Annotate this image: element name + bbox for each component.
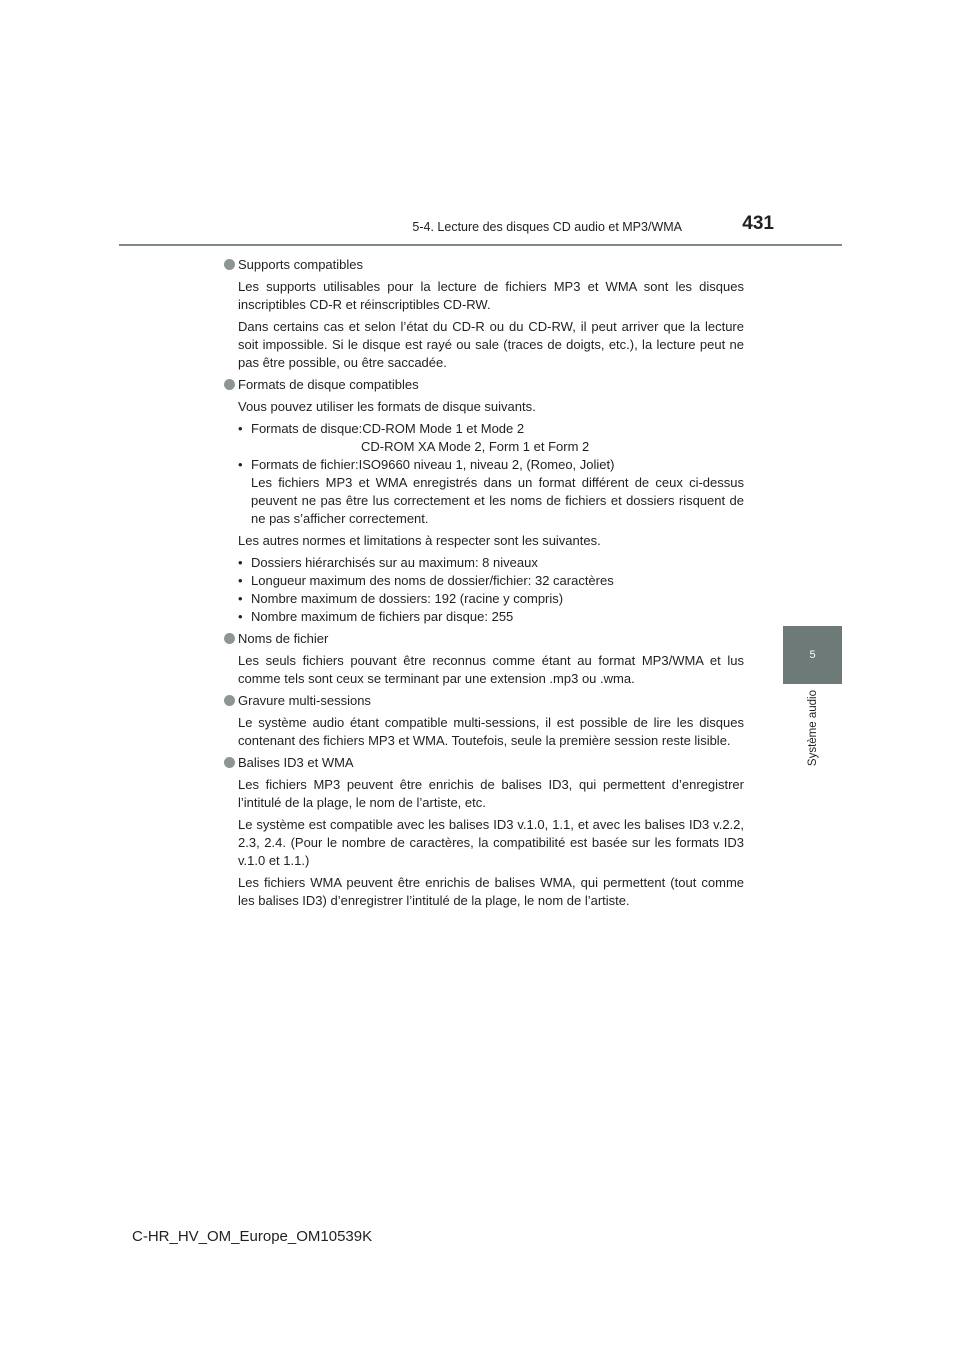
list-item-text: Formats de disque:CD-ROM Mode 1 et Mode 2 — [251, 421, 525, 436]
list-item-text: Formats de fichier:ISO9660 niveau 1, niveau 2, (Romeo, Joliet) — [251, 457, 615, 472]
section-heading-text: Balises ID3 et WMA — [238, 755, 354, 770]
list-item-text: Nombre maximum de fichiers par disque: 255 — [251, 609, 514, 624]
list-bullet: • — [238, 609, 243, 624]
formats-list — [238, 420, 744, 528]
paragraph: Les fichiers MP3 peuvent être enrichis de balises ID3, qui permettent d’enregistrer l’intitulé de la plage, le nom de l’artiste, etc. — [238, 777, 744, 810]
paragraph: Vous pouvez utiliser les formats de disque suivants. — [238, 399, 536, 414]
document-code-footer: C-HR_HV_OM_Europe_OM10539K — [132, 1228, 373, 1245]
section-heading-text: Formats de disque compatibles — [238, 377, 419, 392]
list-bullet: • — [238, 573, 243, 588]
bullet-circle-icon — [224, 259, 235, 270]
limits-list — [238, 554, 744, 626]
paragraph: Dans certains cas et selon l’état du CD-R ou du CD-RW, il peut arriver que la lecture soit impossible. Si le disque est rayé ou sale (traces de doigts, etc.), la lecture peut ne pas être possible, ou être saccadée. — [238, 319, 744, 370]
paragraph: Les supports utilisables pour la lecture de fichiers MP3 et WMA sont les disques inscriptibles CD-R et réinscriptibles CD-RW. — [238, 279, 744, 312]
list-item-text: Dossiers hiérarchisés sur au maximum: 8 niveaux — [251, 555, 538, 570]
header-divider — [119, 244, 842, 246]
list-bullet: • — [238, 591, 243, 606]
list-item — [238, 420, 744, 456]
list-item — [238, 456, 744, 528]
bullet-circle-icon — [224, 695, 235, 706]
list-item-text: Longueur maximum des noms de dossier/fichier: 32 caractères — [251, 573, 614, 588]
list-item — [238, 590, 744, 608]
bullet-circle-icon — [224, 757, 235, 768]
list-item-text: Nombre maximum de dossiers: 192 (racine y compris) — [251, 591, 564, 606]
section-heading-text: Gravure multi-sessions — [238, 693, 371, 708]
bullet-circle-icon — [224, 633, 235, 644]
list-item — [238, 572, 744, 590]
bullet-circle-icon — [224, 379, 235, 390]
section-heading — [222, 376, 744, 394]
list-item-continuation: Les fichiers MP3 et WMA enregistrés dans un format différent de ceux ci-dessus peuvent ne pas être lus correctement et les noms de fichiers et dossiers risquent de ne pas s’afficher correctement. — [251, 475, 744, 526]
running-header-section: 5-4. Lecture des disques CD audio et MP3/WMA — [412, 220, 682, 234]
list-bullet: • — [238, 421, 243, 436]
list-bullet: • — [238, 457, 243, 472]
list-item — [238, 554, 744, 572]
list-item-continuation: CD-ROM XA Mode 2, Form 1 et Form 2 — [361, 439, 590, 454]
section-heading — [222, 256, 744, 274]
chapter-title-text: Système audio — [806, 690, 819, 767]
page-number: 431 — [742, 213, 774, 234]
paragraph: Les fichiers WMA peuvent être enrichis de balises WMA, qui permettent (tout comme les balises ID3) d’enregistrer l’intitulé de la plage, le nom de l’artiste. — [238, 875, 744, 908]
section-heading — [222, 754, 744, 772]
section-heading-text: Noms de fichier — [238, 631, 329, 646]
paragraph: Le système est compatible avec les balises ID3 v.1.0, 1.1, et avec les balises ID3 v.2.2, 2.3, 2.4. (Pour le nombre de caractères, la compatibilité est basée sur les formats ID3 v.1.0 et 1.1.) — [238, 817, 744, 868]
list-item — [238, 608, 744, 626]
page-body — [222, 256, 744, 914]
section-heading-text: Supports compatibles — [238, 257, 364, 272]
chapter-title-vertical — [783, 690, 842, 790]
chapter-tab: 5 — [783, 626, 842, 684]
paragraph: Le système audio étant compatible multi-sessions, il est possible de lire les disques contenant des fichiers MP3 et WMA. Toutefois, seule la première session reste lisible. — [238, 715, 744, 748]
section-heading — [222, 692, 744, 710]
paragraph: Les seuls fichiers pouvant être reconnus comme étant au format MP3/WMA et lus comme tels sont ceux se terminant par une extension .mp3 ou .wma. — [238, 653, 744, 686]
section-heading — [222, 630, 744, 648]
list-bullet: • — [238, 555, 243, 570]
paragraph: Les autres normes et limitations à respecter sont les suivantes. — [238, 533, 601, 548]
